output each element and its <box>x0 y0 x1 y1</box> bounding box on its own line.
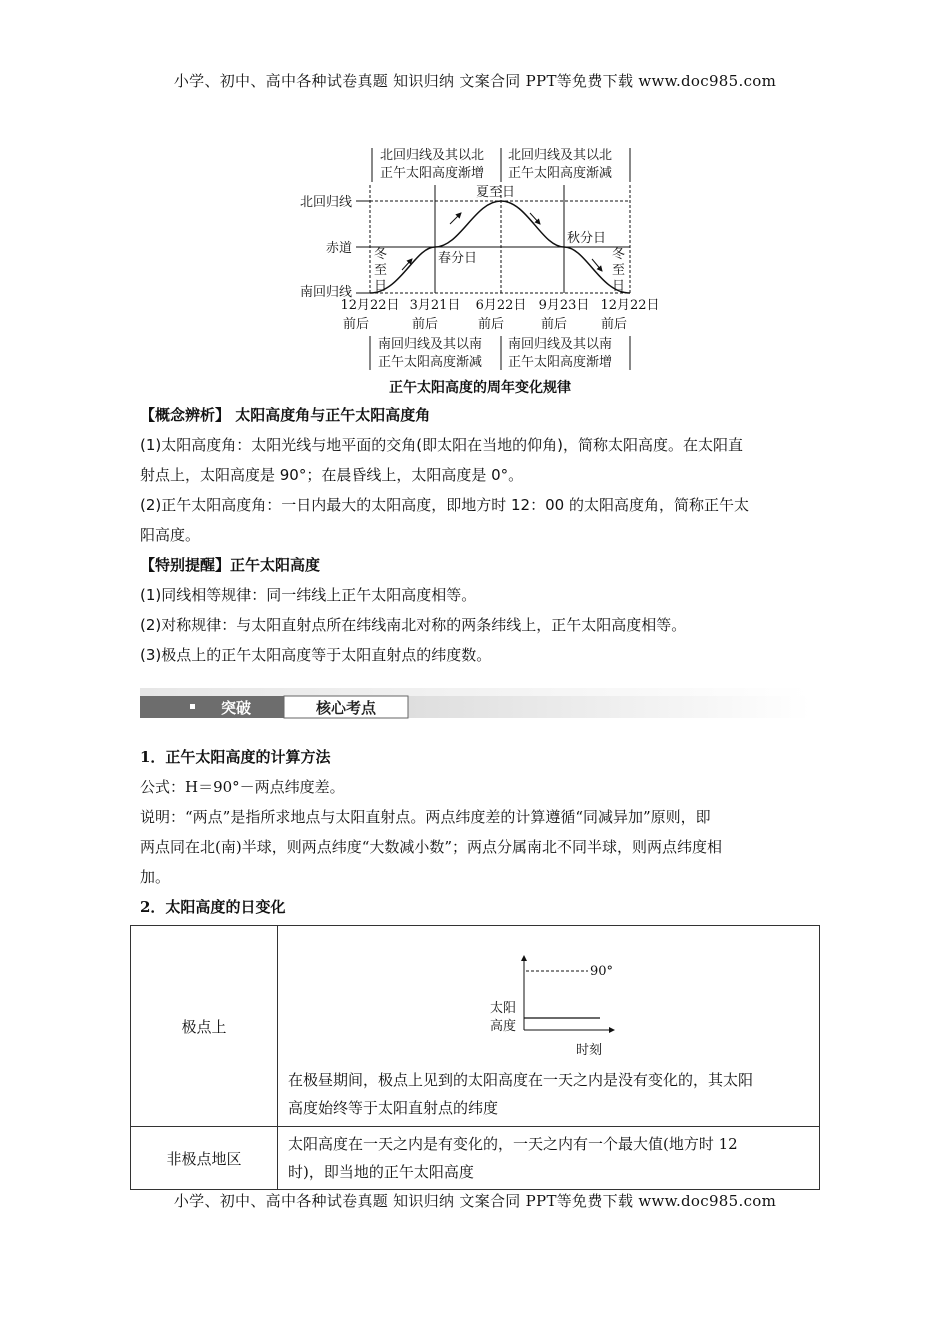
date-note-1: 前后 <box>342 317 370 332</box>
bottom-left-box-line1: 南回归线及其以南 <box>378 337 483 352</box>
label-spring-equinox: 春分日 <box>438 251 478 266</box>
reminder-line-3: (3)极点上的正午太阳高度等于太阳直射点的纬度数。 <box>140 646 492 664</box>
graph-ylabel-2: 高度 <box>490 1019 517 1034</box>
date-dec22-b: 12月22日 <box>600 298 660 313</box>
daily-variation-table <box>130 925 820 1190</box>
concept-line-1: (1)太阳高度角：太阳光线与地平面的交角(即太阳在当地的仰角)，简称太阳高度。在太阳直 <box>140 436 743 454</box>
page-footer: 小学、初中、高中各种试卷真题 知识归纳 文案合同 PPT等免费下载 www.doc985.com <box>173 1192 777 1210</box>
concept-heading: 【概念辨析】 太阳高度角与正午太阳高度角 <box>140 406 431 424</box>
section-banner <box>140 688 810 728</box>
figure-caption: 正午太阳高度的周年变化规律 <box>389 380 571 396</box>
reminder-heading: 【特别提醒】正午太阳高度 <box>140 556 321 574</box>
section2-title: 2．太阳高度的日变化 <box>140 898 286 916</box>
banner-left-label: 突破 <box>220 699 252 717</box>
row1-text-1: 在极昼期间，极点上见到的太阳高度在一天之内是没有变化的，其太阳 <box>288 1071 754 1089</box>
graph-90-label: 90° <box>590 964 614 979</box>
concept-line-2: 射点上，太阳高度是 90°；在晨昏线上，太阳高度是 0°。 <box>140 466 524 484</box>
label-autumn-equinox: 秋分日 <box>567 231 607 246</box>
section1-line-3: 加。 <box>140 868 171 886</box>
graph-ylabel-1: 太阳 <box>490 1001 517 1016</box>
date-note-2: 前后 <box>411 317 439 332</box>
label-equator: 赤道 <box>326 241 353 256</box>
label-tropic-cancer: 北回归线 <box>300 195 353 210</box>
page-header: 小学、初中、高中各种试卷真题 知识归纳 文案合同 PPT等免费下载 www.doc985.com <box>173 72 777 90</box>
reminder-line-1: (1)同线相等规律：同一纬线上正午太阳高度相等。 <box>140 586 477 604</box>
section1-line-2: 两点同在北(南)半球，则两点纬度“大数减小数”；两点分属南北不同半球，则两点纬度相 <box>140 838 723 856</box>
date-sep23: 9月23日 <box>538 298 590 313</box>
label-winter-solstice-left: 冬至日 <box>374 247 388 294</box>
row2-text-1: 太阳高度在一天之内是有变化的，一天之内有一个最大值(地方时 12 <box>288 1135 738 1153</box>
row1-label: 极点上 <box>131 926 278 1127</box>
reminder-line-2: (2)对称规律：与太阳直射点所在纬线南北对称的两条纬线上，正午太阳高度相等。 <box>140 616 687 634</box>
top-left-box-line2: 正午太阳高度渐增 <box>380 166 485 181</box>
table-row <box>131 1127 820 1190</box>
top-right-box-line1: 北回归线及其以北 <box>508 148 613 163</box>
label-tropic-capricorn: 南回归线 <box>300 285 353 300</box>
date-note-5: 前后 <box>600 317 628 332</box>
table-row <box>131 926 820 1127</box>
top-right-box-line2: 正午太阳高度渐减 <box>508 166 613 181</box>
row2-label: 非极点地区 <box>131 1127 278 1190</box>
top-left-box-line1: 北回归线及其以北 <box>380 148 485 163</box>
banner-right-label: 核心考点 <box>315 699 377 717</box>
polar-altitude-graph <box>288 926 808 1062</box>
date-dec22-a: 12月22日 <box>340 298 400 313</box>
noon-altitude-diagram <box>290 140 670 400</box>
bottom-left-box-line2: 正午太阳高度渐减 <box>378 355 483 370</box>
concept-line-3: (2)正午太阳高度角：一日内最大的太阳高度，即地方时 12：00 的太阳高度角，简称正午太 <box>140 496 749 514</box>
bottom-right-box-line1: 南回归线及其以南 <box>508 337 613 352</box>
date-jun22: 6月22日 <box>475 298 527 313</box>
section1-formula: 公式：H＝90°－两点纬度差。 <box>140 778 345 796</box>
date-note-3: 前后 <box>477 317 505 332</box>
section1-title: 1．正午太阳高度的计算方法 <box>140 748 331 766</box>
concept-line-4: 阳高度。 <box>140 526 201 544</box>
date-note-4: 前后 <box>540 317 568 332</box>
row2-text-2: 时)，即当地的正午太阳高度 <box>288 1163 474 1181</box>
graph-xlabel: 时刻 <box>576 1043 603 1058</box>
banner-bullet-icon <box>190 704 195 709</box>
row1-text-2: 高度始终等于太阳直射点的纬度 <box>288 1099 499 1117</box>
label-summer-solstice: 夏至日 <box>476 185 516 200</box>
section1-line-1: 说明：“两点”是指所求地点与太阳直射点。两点纬度差的计算遵循“同减异加”原则，即 <box>140 808 711 826</box>
bottom-right-box-line2: 正午太阳高度渐增 <box>508 355 613 370</box>
label-winter-solstice-right: 冬至日 <box>612 247 626 294</box>
date-mar21: 3月21日 <box>409 298 461 313</box>
